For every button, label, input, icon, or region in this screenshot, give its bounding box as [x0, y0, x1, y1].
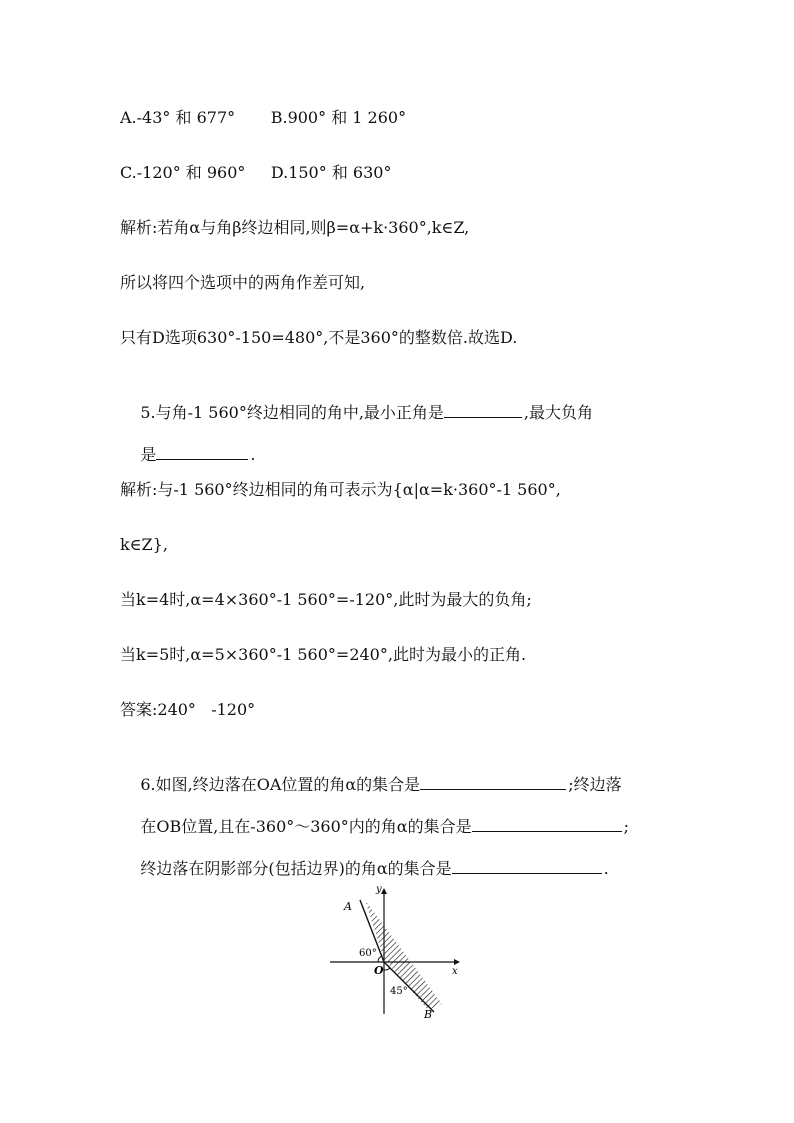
label-a: A [344, 900, 352, 913]
question-6-text: 终边落在阴影部分(包括边界)的角α的集合是 [140, 859, 452, 878]
analysis-5-line-1: 解析:与-1 560°终边相同的角可表示为{α|α=k·360°-1 560°, [120, 480, 561, 499]
question-5-text-tail: ,最大负角 [523, 403, 594, 422]
question-6-text-tail: ; [623, 817, 629, 836]
question-6-text-tail: ;终边落 [568, 775, 622, 794]
analysis-line-2: 所以将四个选项中的两角作差可知, [120, 273, 366, 292]
answer-blank[interactable] [420, 775, 566, 790]
question-6-text: 在OB位置,且在-360°～360°内的角α的集合是 [140, 817, 472, 836]
x-axis-arrow [454, 959, 460, 965]
answer-blank[interactable] [444, 403, 522, 418]
answer-blank[interactable] [452, 859, 602, 874]
analysis-5-line-3: 当k=4时,α=4×360°-1 560°=-120°,此时为最大的负角; [120, 590, 532, 609]
question-5-line-2 [120, 425, 255, 485]
question-6-text: 6.如图,终边落在OA位置的角α的集合是 [140, 775, 421, 794]
label-x: x [452, 966, 458, 977]
analysis-line-1: 解析:若角α与角β终边相同,则β=α+k·360°,k∈Z, [120, 218, 470, 237]
analysis-5-line-2: k∈Z}, [120, 535, 168, 554]
answer-blank[interactable] [156, 445, 248, 460]
label-y: y [376, 884, 382, 895]
analysis-line-3: 只有D选项630°-150=480°,不是360°的整数倍.故选D. [120, 328, 518, 347]
options-cd: C.-120° 和 960° D.150° 和 630° [120, 163, 392, 182]
label-angle-45: 45° [390, 986, 408, 997]
question-6-text-tail: . [603, 859, 609, 878]
answer-blank[interactable] [472, 817, 622, 832]
answer-5: 答案:240° -120° [120, 700, 256, 719]
y-axis-arrow [381, 888, 387, 894]
question-5-text: 是 [140, 445, 157, 464]
options-ab: A.-43° 和 677° B.900° 和 1 260° [120, 108, 407, 127]
angle-figure [320, 882, 470, 1022]
label-o: O [374, 964, 384, 977]
angle-arc-45 [384, 968, 390, 970]
label-b: B [424, 1008, 433, 1021]
question-5-text: 5.与角-1 560°终边相同的角中,最小正角是 [140, 403, 444, 422]
label-angle-60: 60° [359, 948, 377, 959]
question-5-text-tail: . [250, 445, 256, 464]
analysis-5-line-4: 当k=5时,α=5×360°-1 560°=240°,此时为最小的正角. [120, 645, 527, 664]
